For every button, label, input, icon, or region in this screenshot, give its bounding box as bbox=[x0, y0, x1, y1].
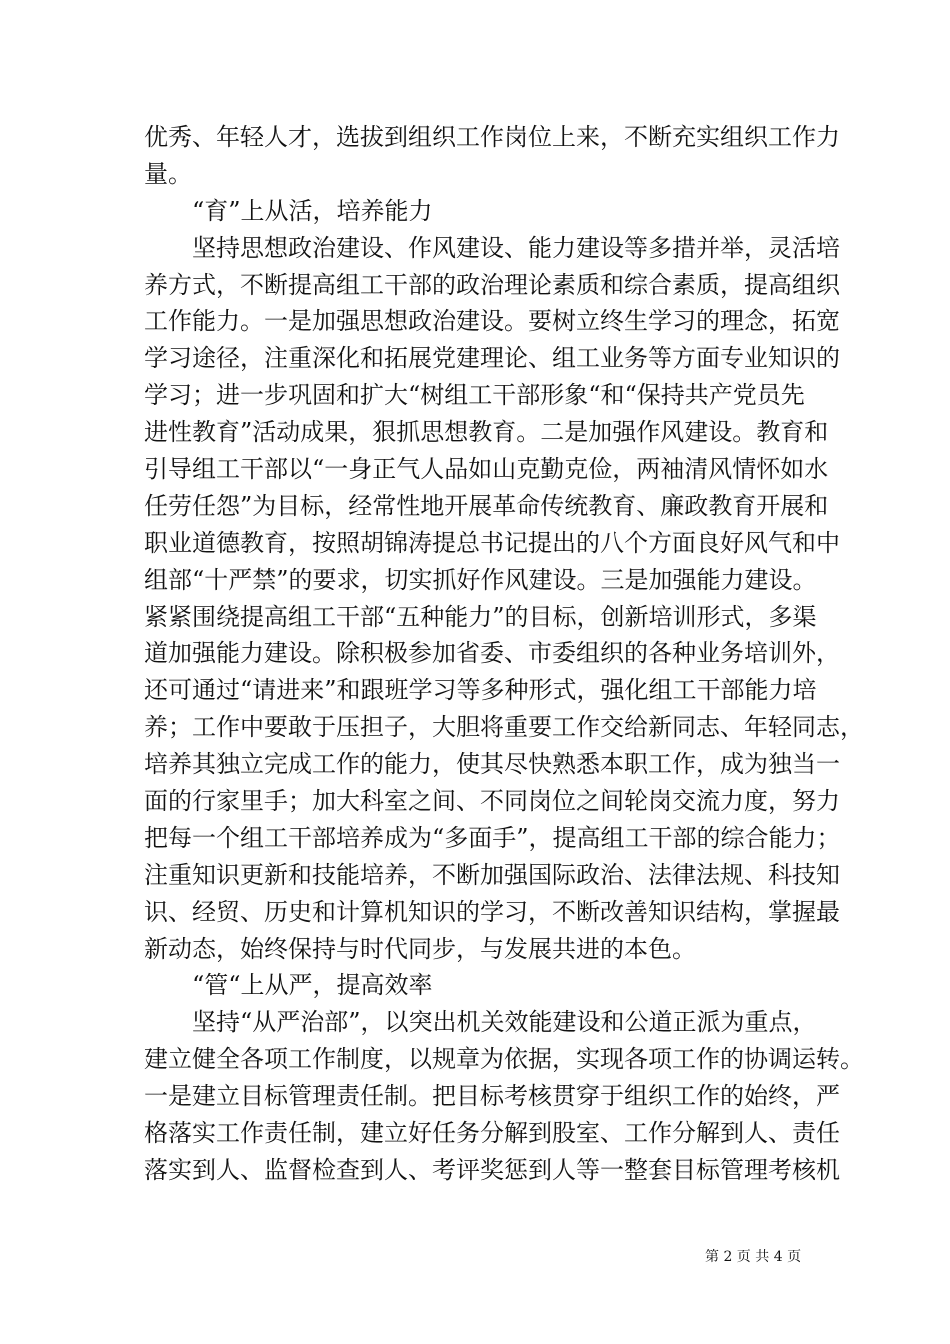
text-line: 建立健全各项工作制度，以规章为依据，实现各项工作的协调运转。 bbox=[144, 1045, 864, 1074]
text-line: 道加强能力建设。除积极参加省委、市委组织的各种业务培训外， bbox=[144, 639, 840, 668]
text-line: 落实到人、监督检查到人、考评奖惩到人等一整套目标管理考核机 bbox=[144, 1155, 840, 1184]
text-line: 识、经贸、历史和计算机知识的学习，不断改善知识结构，掌握最 bbox=[144, 897, 840, 926]
text-line: 任劳任怨”为目标，经常性地开展革命传统教育、廉政教育开展和 bbox=[144, 491, 829, 520]
text-line: 工作能力。一是加强思想政治建设。要树立终生学习的理念，拓宽 bbox=[144, 307, 840, 336]
text-line: 新动态，始终保持与时代同步，与发展共进的本色。 bbox=[144, 934, 696, 963]
body-text bbox=[144, 119, 864, 1189]
text-line: 格落实工作责任制，建立好任务分解到股室、工作分解到人、责任 bbox=[144, 1119, 840, 1148]
text-line: 注重知识更新和技能培养，不断加强国际政治、法律法规、科技知 bbox=[144, 860, 840, 889]
text-line: 优秀、年轻人才，选拔到组织工作岗位上来，不断充实组织工作力 bbox=[144, 123, 840, 151]
text-line: 引导组工干部以“一身正气人品如山克勤克俭，两袖清风情怀如水 bbox=[144, 455, 829, 484]
text-line: 职业道德教育，按照胡锦涛提总书记提出的八个方面良好风气和中 bbox=[144, 528, 840, 557]
text-line: 量。 bbox=[144, 159, 192, 188]
text-line: 组部“十严禁”的要求，切实抓好作风建设。三是加强能力建设。 bbox=[144, 565, 817, 594]
section-heading: “育”上从活，培养能力 bbox=[192, 196, 433, 225]
text-line: 一是建立目标管理责任制。把目标考核贯穿于组织工作的始终，严 bbox=[144, 1082, 840, 1111]
text-line: 坚持“从严治部”，以突出机关效能建设和公道正派为重点， bbox=[192, 1008, 817, 1037]
text-line: 紧紧围绕提高组工干部“五种能力”的目标，创新培训形式，多渠 bbox=[144, 602, 817, 631]
text-line: 把每一个组工干部培养成为“多面手”，提高组工干部的综合能力； bbox=[144, 823, 841, 852]
page-number: 第 2 页 共 4 页 bbox=[705, 1249, 802, 1265]
text-line: 养；工作中要敢于压担子，大胆将重要工作交给新同志、年轻同志， bbox=[144, 713, 864, 742]
text-line: 坚持思想政治建设、作风建设、能力建设等多措并举，灵活培 bbox=[192, 233, 840, 262]
section-heading: “管“上从严，提高效率 bbox=[192, 971, 433, 1000]
text-line: 培养其独立完成工作的能力，使其尽快熟悉本职工作，成为独当一 bbox=[144, 750, 840, 779]
text-line: 养方式，不断提高组工干部的政治理论素质和综合素质，提高组织 bbox=[144, 270, 840, 299]
text-line: 学习；进一步巩固和扩大“树组工干部形象“和“保持共产党员先 bbox=[144, 381, 805, 410]
text-line: 面的行家里手；加大科室之间、不同岗位之间轮岗交流力度，努力 bbox=[144, 787, 840, 816]
text-line: 进性教育”活动成果，狠抓思想教育。二是加强作风建设。教育和 bbox=[144, 418, 829, 447]
text-line: 学习途径，注重深化和拓展党建理论、组工业务等方面专业知识的 bbox=[144, 344, 840, 373]
text-line: 还可通过“请进来”和跟班学习等多种形式，强化组工干部能力培 bbox=[144, 676, 817, 705]
